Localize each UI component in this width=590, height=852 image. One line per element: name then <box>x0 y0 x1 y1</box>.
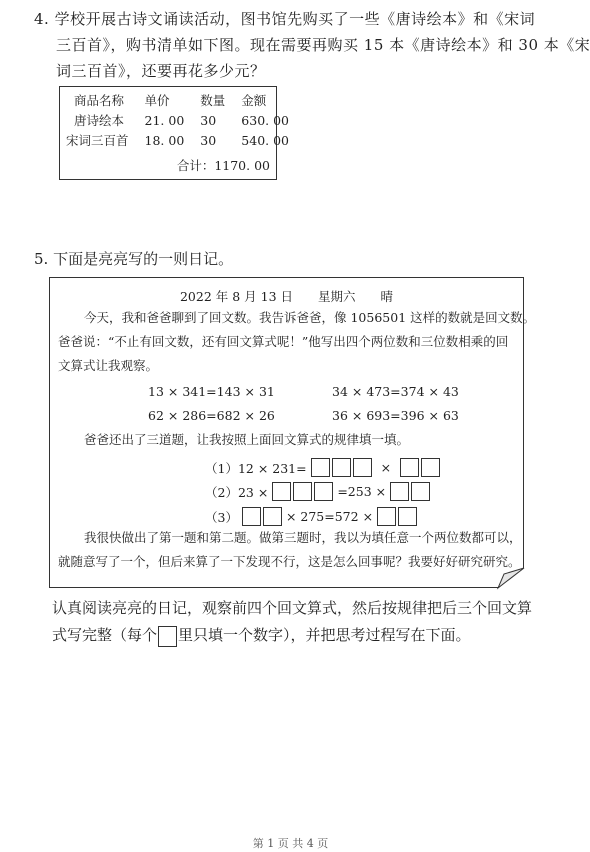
table-header: 数量 <box>200 93 226 108</box>
q4-line-3: 词三百首》，还要再花多少元？ <box>56 62 266 80</box>
digit-box[interactable] <box>390 482 409 501</box>
fill-in-row-2 <box>202 482 431 501</box>
table-header: 金额 <box>241 93 267 108</box>
digit-box[interactable] <box>411 482 430 501</box>
diary-p1-line-2: 爸爸说：“不止有回文数，还有回文算式呢！”他写出四个两位数和三位数相乘的回 <box>58 334 509 349</box>
question-4 <box>34 6 590 84</box>
table-cell: 540. 00 <box>241 132 290 148</box>
table-cell: 21. 00 <box>144 112 185 128</box>
palindrome-equation-4: 36 × 693=396 × 63 <box>332 408 459 423</box>
fill-3-mid: × 275=572 × <box>285 509 374 524</box>
digit-box[interactable] <box>421 458 440 477</box>
diary-paragraph-1 <box>58 306 536 378</box>
diary-p1-line-1: 今天，我和爸爸聊到了回文数。我告诉爸爸，像 1056501 这样的数就是回文数。 <box>84 310 536 325</box>
digit-box[interactable] <box>332 458 351 477</box>
purchase-list-table <box>59 86 290 180</box>
diary-date: 2022 年 8 月 13 日 星期六 晴 <box>179 289 394 304</box>
table-row <box>66 110 297 130</box>
table-header-row <box>66 90 297 110</box>
q4-line-1: 4. 学校开展古诗文诵读活动，图书馆先购买了一些《唐诗绘本》和《宋词 <box>34 10 536 28</box>
digit-box[interactable] <box>293 482 312 501</box>
table-cell: 30 <box>200 132 217 148</box>
q4-line-2: 三百首》，购书清单如下图。现在需要再购买 15 本《唐诗绘本》和 30 本《宋 <box>56 36 590 54</box>
table-cell: 唐诗绘本 <box>74 113 125 128</box>
fill-3-label: （3） <box>205 509 238 525</box>
palindrome-equation-3: 62 × 286=682 × 26 <box>148 408 275 423</box>
palindrome-equation-2: 34 × 473=374 × 43 <box>332 384 459 399</box>
question-5-title: 5. 下面是亮亮写的一则日记。 <box>34 250 234 268</box>
instruction-line-2 <box>52 622 552 649</box>
table-cell: 30 <box>200 112 217 128</box>
digit-box[interactable] <box>353 458 372 477</box>
fill-2-label: （2）23 × <box>205 484 269 500</box>
fill-in-row-1 <box>202 458 441 477</box>
instruction-line-1: 认真阅读亮亮的日记，观察前四个回文算式，然后按规律把后三个回文算 <box>52 599 533 617</box>
table-total: 合计：1170. 00 <box>176 158 270 173</box>
digit-box[interactable] <box>311 458 330 477</box>
page-footer: 第 1 页 共 4 页 <box>252 837 329 850</box>
diary-box <box>49 277 536 588</box>
instruction-line-2a: 式写完整（每个 <box>52 626 158 644</box>
table-cell: 630. 00 <box>241 112 290 128</box>
digit-box[interactable] <box>272 482 291 501</box>
digit-box[interactable] <box>398 507 417 526</box>
instruction-line-2b: 里只填一个数字），并把思考过程写在下面。 <box>178 626 471 644</box>
fill-in-row-3 <box>202 507 418 526</box>
diary-p3-line-1: 我很快做出了第一题和第二题。做第三题时，我以为填任意一个两位数都可以， <box>84 530 522 545</box>
digit-box[interactable] <box>377 507 396 526</box>
example-digit-box <box>158 626 177 647</box>
fill-1-times: × <box>380 460 392 475</box>
table-cell: 18. 00 <box>144 132 185 148</box>
diary-paragraph-2: 爸爸还出了三道题，让我按照上面回文算式的规律填一填。 <box>84 432 410 447</box>
palindrome-equation-1: 13 × 341=143 × 31 <box>148 384 275 399</box>
page-fold-corner <box>498 568 524 588</box>
fill-1-label: （1）12 × 231= <box>205 460 307 476</box>
diary-paragraph-3 <box>58 526 522 574</box>
digit-box[interactable] <box>400 458 419 477</box>
diary-p3-line-2: 就随意写了一个，但后来算了一下发现不行，这是怎么回事呢？我要好好研究研究。 <box>58 554 521 569</box>
table-header: 单价 <box>144 93 170 108</box>
table-header: 商品名称 <box>74 93 125 108</box>
digit-box[interactable] <box>263 507 282 526</box>
digit-box[interactable] <box>314 482 333 501</box>
table-row <box>66 130 297 150</box>
instruction-text <box>52 595 552 649</box>
diary-p1-line-3: 文算式让我观察。 <box>58 358 159 373</box>
digit-box[interactable] <box>242 507 261 526</box>
table-cell: 宋词三百首 <box>66 133 129 148</box>
fill-2-mid: =253 × <box>337 484 387 499</box>
